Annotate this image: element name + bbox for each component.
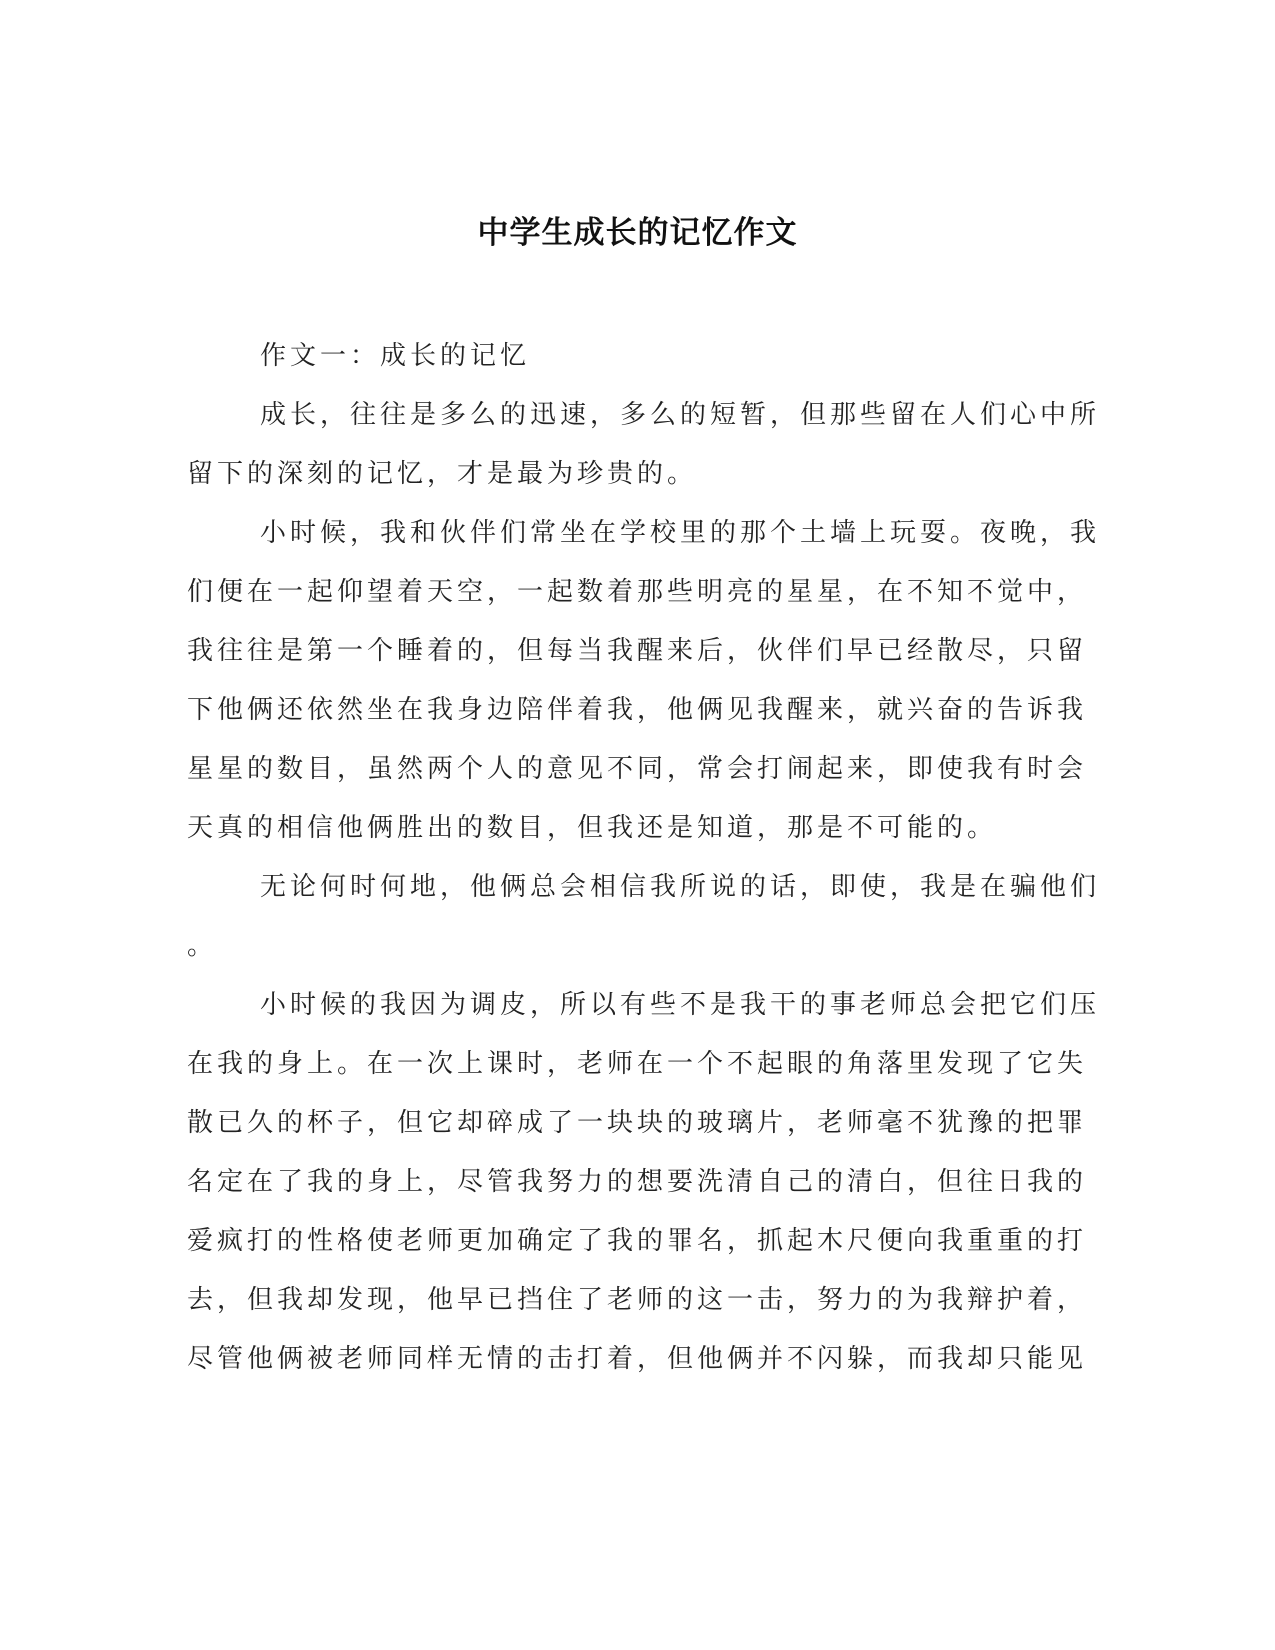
paragraph-line: 留下的深刻的记忆，才是最为珍贵的。 xyxy=(187,459,698,489)
paragraph-line: 天真的相信他俩胜出的数目，但我还是知道，那是不可能的。 xyxy=(187,813,998,843)
paragraph-line: 我往往是第一个睡着的，但每当我醒来后，伙伴们早已经散尽，只留 xyxy=(187,636,1088,666)
paragraph-first-line: 小时候，我和伙伴们常坐在学校里的那个土墙上玩耍。夜晚，我 xyxy=(260,518,1101,548)
paragraph-line: 们便在一起仰望着天空，一起数着那些明亮的星星，在不知不觉中， xyxy=(187,577,1088,607)
document-title: 中学生成长的记忆作文 xyxy=(477,215,798,251)
paragraph-line: 在我的身上。在一次上课时，老师在一个不起眼的角落里发现了它失 xyxy=(187,1049,1088,1079)
document-body xyxy=(187,327,1101,1389)
paragraph-first-line: 小时候的我因为调皮，所以有些不是我干的事老师总会把它们压 xyxy=(260,990,1101,1020)
paragraph-line: 爱疯打的性格使老师更加确定了我的罪名，抓起木尺便向我重重的打 xyxy=(187,1226,1088,1256)
paragraph-line: 去，但我却发现，他早已挡住了老师的这一击，努力的为我辩护着， xyxy=(187,1285,1088,1315)
paragraph-first-line: 无论何时何地，他俩总会相信我所说的话，即使，我是在骗他们 xyxy=(260,872,1101,902)
paragraph-line: 名定在了我的身上，尽管我努力的想要洗清自己的清白，但往日我的 xyxy=(187,1167,1088,1197)
paragraph-line: 星星的数目，虽然两个人的意见不同，常会打闹起来，即使我有时会 xyxy=(187,754,1088,784)
paragraph-line: 下他俩还依然坐在我身边陪伴着我，他俩见我醒来，就兴奋的告诉我 xyxy=(187,695,1088,725)
paragraph-line: 尽管他俩被老师同样无情的击打着，但他俩并不闪躲，而我却只能见 xyxy=(187,1344,1088,1374)
paragraph-line: 散已久的杯子，但它却碎成了一块块的玻璃片，老师毫不犹豫的把罪 xyxy=(187,1108,1088,1138)
paragraph-first-line: 成长，往往是多么的迅速，多么的短暂，但那些留在人们心中所 xyxy=(260,400,1101,430)
paragraph-first-line: 作文一：成长的记忆 xyxy=(260,341,531,371)
paragraph-line: 。 xyxy=(187,931,218,961)
